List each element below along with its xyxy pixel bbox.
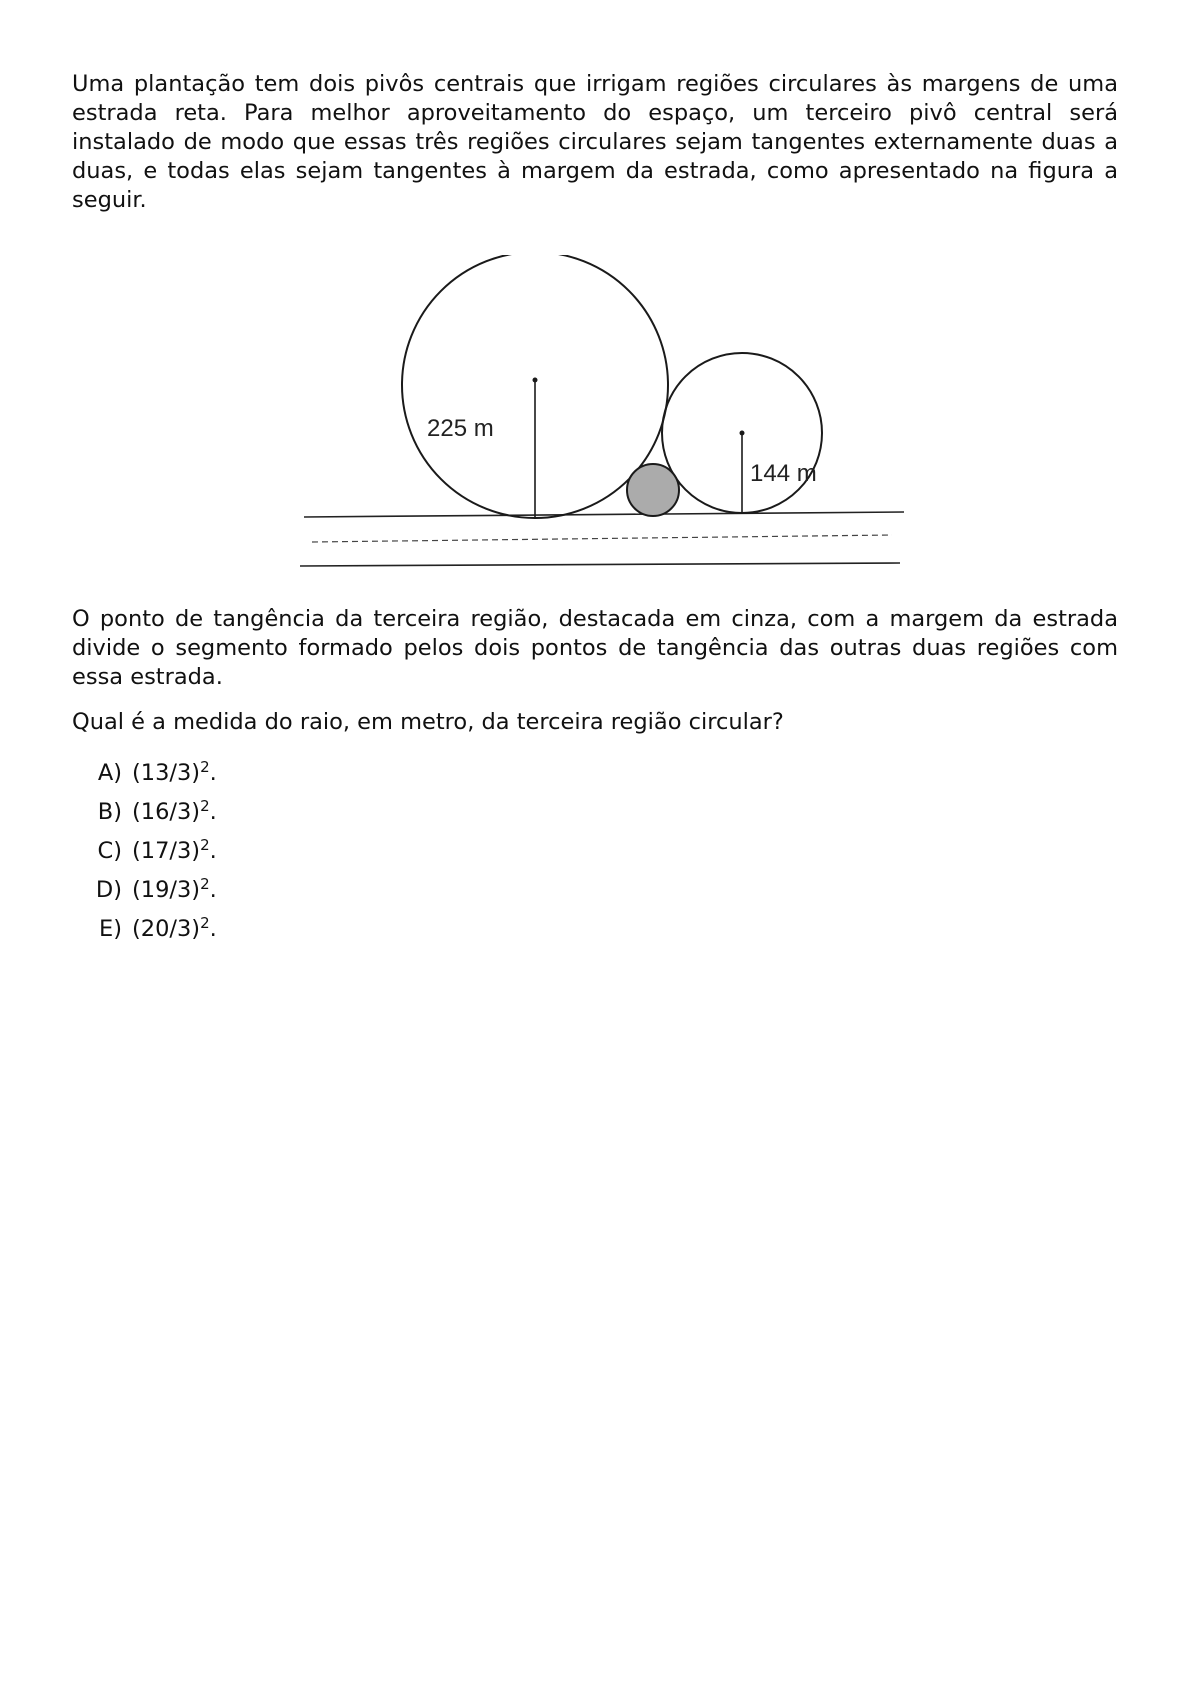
option-letter: E) [99,916,122,942]
tangency-paragraph: O ponto de tangência da terceira região, destacada em cinza, com a margem da estrada divide o segmento formado pelos dois pontos de tangência das outras duas regiões com essa estrada. [72,606,1118,690]
option-value: $(16/3)^2$. [132,797,217,825]
option-letter: A) [97,760,122,786]
option-letter: B) [97,799,122,825]
option-letter: C) [97,838,122,864]
road-center-dashed-line [312,535,892,542]
question-page [72,70,1118,954]
large-radius-label: 225 m [427,415,494,442]
option-c[interactable] [72,837,1118,876]
road-bottom-line [300,563,900,566]
option-value: $(19/3)^2$. [132,875,217,903]
option-b[interactable] [72,798,1118,837]
question-text: Qual é a medida do raio, em metro, da terceira região circular? [72,709,784,735]
option-value: $(20/3)^2$. [132,914,217,942]
option-letter: D) [95,877,122,903]
option-value: $(17/3)^2$. [132,836,217,864]
road-margin-line [304,512,904,517]
option-a[interactable] [72,759,1118,798]
tangent-circles-figure [72,255,1118,585]
figure-svg [72,255,1118,585]
answer-options [72,759,1118,954]
small-radius-label: 144 m [750,460,817,487]
option-e[interactable] [72,915,1118,954]
intro-paragraph: Uma plantação tem dois pivôs centrais que irrigam regiões circulares às margens de uma estrada reta. Para melhor aproveitamento do espaço, um terceiro pivô central será instalado de modo que essas três regiões circulares sejam tangentes externamente duas a duas, e todas elas sejam tangentes à margem da estrada, como apresentado na figura a seguir. [72,71,1118,213]
third-circle [627,464,679,516]
option-d[interactable] [72,876,1118,915]
option-value: $(13/3)^2$. [132,758,217,786]
